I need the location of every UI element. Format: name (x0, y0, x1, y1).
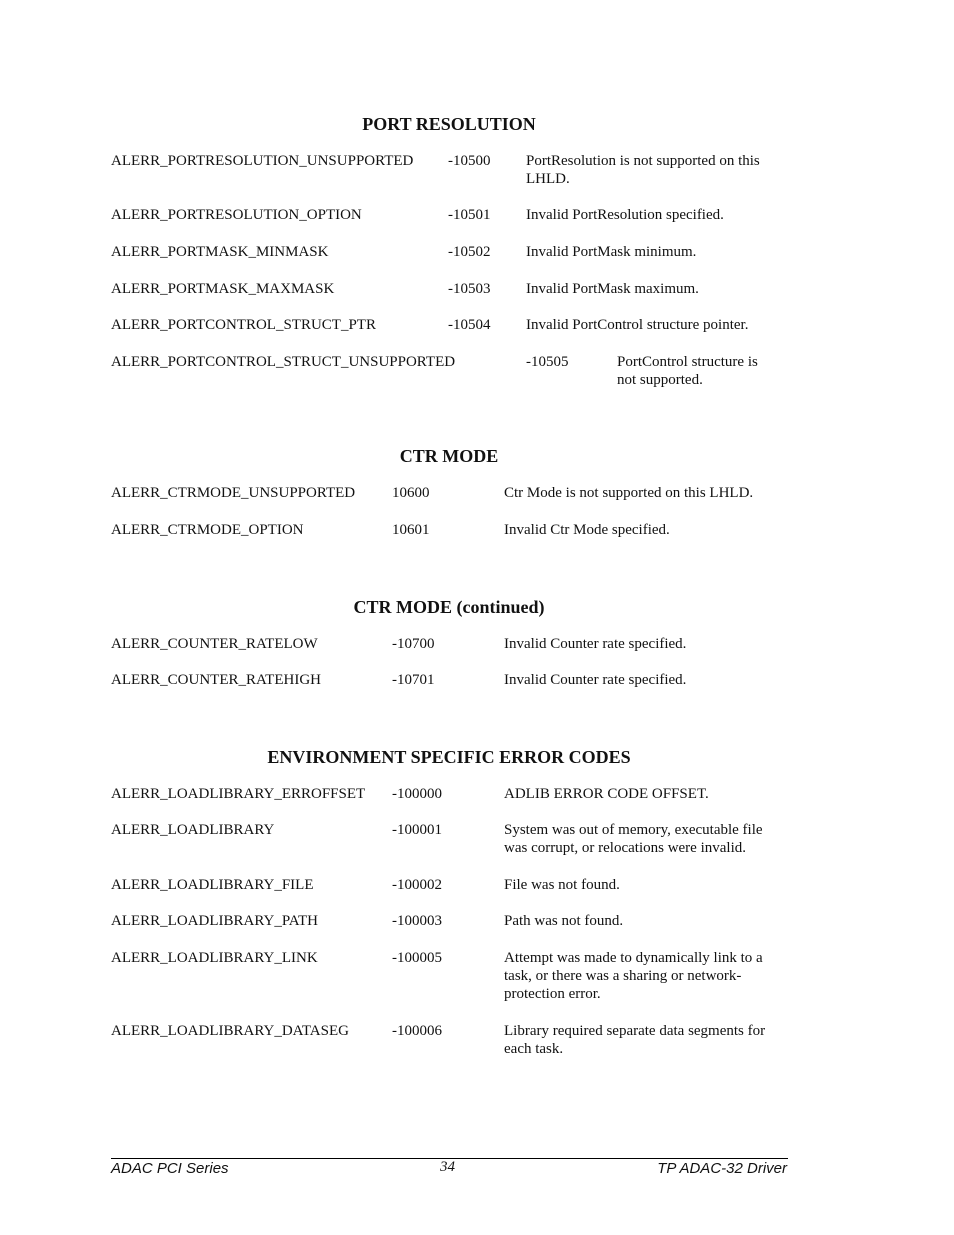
error-code-name: ALERR_PORTMASK_MINMASK (111, 244, 329, 260)
section-heading: ENVIRONMENT SPECIFIC ERROR CODES (267, 747, 631, 767)
error-code-name: ALERR_PORTCONTROL_STRUCT_UNSUPPORTED (111, 354, 456, 370)
error-code-value: -10700 (392, 636, 435, 652)
error-description: PortControl structure is not supported. (617, 354, 758, 388)
footer-right: TP ADAC-32 Driver (657, 1160, 787, 1177)
error-description: ADLIB ERROR CODE OFFSET. (504, 786, 709, 802)
error-code-value: -10501 (448, 207, 491, 223)
error-code-name: ALERR_LOADLIBRARY_DATASEG (111, 1023, 349, 1039)
error-code-value: -100003 (392, 913, 442, 929)
error-code-value: -10505 (526, 354, 569, 370)
error-description: File was not found. (504, 877, 620, 893)
error-code-name: ALERR_PORTCONTROL_STRUCT_PTR (111, 317, 376, 333)
page-number: 34 (440, 1159, 455, 1175)
section-heading: CTR MODE (399, 446, 499, 466)
error-code-name: ALERR_LOADLIBRARY_FILE (111, 877, 314, 893)
error-code-value: -100005 (392, 950, 442, 966)
error-description: Invalid PortMask maximum. (526, 281, 699, 297)
error-description: Invalid PortResolution specified. (526, 207, 724, 223)
error-description: Invalid Counter rate specified. (504, 672, 687, 688)
error-code-value: -10503 (448, 281, 491, 297)
section-heading: CTR MODE (continued) (353, 597, 545, 617)
error-code-value: 10600 (392, 485, 430, 501)
error-code-name: ALERR_CTRMODE_UNSUPPORTED (111, 485, 356, 501)
error-description: Library required separate data segments for each task. (504, 1023, 766, 1057)
error-description: Ctr Mode is not supported on this LHLD. (504, 485, 754, 501)
error-code-value: -10504 (448, 317, 491, 333)
error-description: PortResolution is not supported on this LHLD. (526, 153, 760, 187)
error-code-value: 10601 (392, 522, 430, 538)
error-description: Path was not found. (504, 913, 624, 929)
error-code-name: ALERR_LOADLIBRARY (111, 822, 275, 838)
error-code-value: -100002 (392, 877, 442, 893)
error-code-name: ALERR_LOADLIBRARY_PATH (111, 913, 318, 929)
error-description: Invalid Counter rate specified. (504, 636, 687, 652)
error-code-value: -10701 (392, 672, 435, 688)
error-code-name: ALERR_PORTMASK_MAXMASK (111, 281, 335, 297)
error-code-name: ALERR_COUNTER_RATEHIGH (111, 672, 321, 688)
footer-left: ADAC PCI Series (111, 1160, 229, 1177)
error-code-value: -100006 (392, 1023, 442, 1039)
error-code-value: -10502 (448, 244, 491, 260)
error-description: Attempt was made to dynamically link to a task, or there was a sharing or network- protection error. (504, 950, 763, 1002)
error-description: Invalid PortMask minimum. (526, 244, 697, 260)
error-code-name: ALERR_CTRMODE_OPTION (111, 522, 304, 538)
error-code-value: -10500 (448, 153, 491, 169)
section-heading: PORT RESOLUTION (362, 114, 536, 134)
error-code-name: ALERR_LOADLIBRARY_ERROFFSET (111, 786, 366, 802)
error-description: Invalid PortControl structure pointer. (526, 317, 749, 333)
error-code-name: ALERR_PORTRESOLUTION_UNSUPPORTED (111, 153, 414, 169)
error-code-name: ALERR_COUNTER_RATELOW (111, 636, 318, 652)
error-code-name: ALERR_PORTRESOLUTION_OPTION (111, 207, 362, 223)
error-code-value: -100000 (392, 786, 442, 802)
error-code-value: -100001 (392, 822, 442, 838)
error-description: System was out of memory, executable file was corrupt, or relocations were invalid. (504, 822, 763, 856)
error-description: Invalid Ctr Mode specified. (504, 522, 670, 538)
error-code-name: ALERR_LOADLIBRARY_LINK (111, 950, 318, 966)
